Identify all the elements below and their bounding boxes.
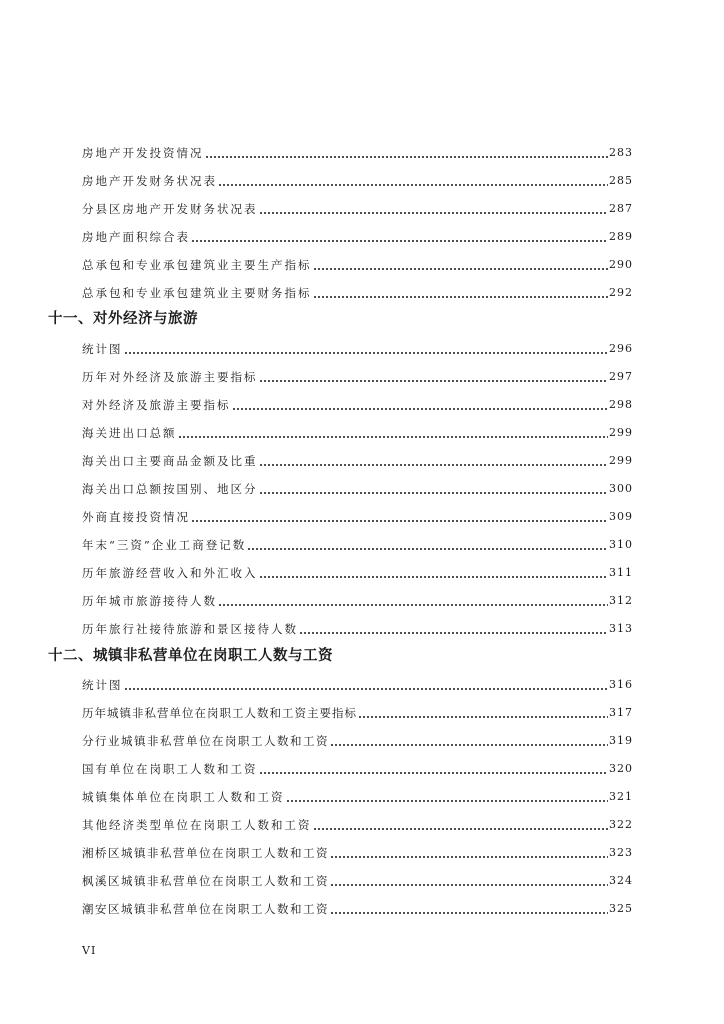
toc-entry <box>82 812 633 832</box>
toc-entry-title: 分县区房地产开发财务状况表 <box>82 202 258 216</box>
toc-entry-title: 历年旅游经营收入和外汇收入 <box>82 566 258 580</box>
toc-entry <box>82 252 633 272</box>
toc-entry-title: 潮安区城镇非私营单位在岗职工人数和工资 <box>82 902 329 916</box>
toc-entry-title: 历年城镇非私营单位在岗职工人数和工资主要指标 <box>82 706 357 720</box>
dot-leader <box>218 604 608 606</box>
dot-leader <box>191 520 608 522</box>
toc-entry-page: 290 <box>609 258 633 271</box>
toc-entry-title: 外商直接投资情况 <box>82 510 190 524</box>
toc-entry <box>82 588 633 608</box>
toc-entry-page: 323 <box>609 846 633 859</box>
toc-entry <box>82 784 633 804</box>
dot-leader <box>191 240 608 242</box>
toc-entry-title: 对外经济及旅游主要指标 <box>82 398 231 412</box>
dot-leader <box>330 912 608 914</box>
toc-entry-title: 年末“三资”企业工商登记数 <box>82 538 247 552</box>
toc-entry-title: 国有单位在岗职工人数和工资 <box>82 762 258 776</box>
toc-entry-title: 统计图 <box>82 342 123 356</box>
page-folio: VI <box>82 944 97 957</box>
dot-leader <box>259 212 609 214</box>
dot-leader <box>124 352 609 354</box>
toc-entry <box>82 448 633 468</box>
toc-entry-page: 310 <box>609 538 633 551</box>
toc-entry <box>82 896 633 916</box>
dot-leader <box>259 464 609 466</box>
toc-entry <box>82 476 633 496</box>
toc-entry-page: 321 <box>609 790 633 803</box>
toc-entry <box>82 364 633 384</box>
toc-entry <box>82 672 633 692</box>
toc-entry-page: 300 <box>609 482 633 495</box>
dot-leader <box>313 268 609 270</box>
toc-entry-page: 320 <box>609 762 633 775</box>
toc-entry-page: 316 <box>609 678 633 691</box>
toc-entry <box>82 756 633 776</box>
toc-entry-title: 其他经济类型单位在岗职工人数和工资 <box>82 818 312 832</box>
toc-entry-page: 285 <box>609 174 633 187</box>
toc-entry-title: 房地产开发财务状况表 <box>82 174 217 188</box>
toc-entry-title: 枫溪区城镇非私营单位在岗职工人数和工资 <box>82 874 329 888</box>
toc-entry <box>82 504 633 524</box>
toc-entry <box>82 532 633 552</box>
toc-entry <box>82 616 633 636</box>
toc-entry-page: 283 <box>609 146 633 159</box>
dot-leader <box>313 828 609 830</box>
dot-leader <box>299 632 608 634</box>
toc-entry-page: 287 <box>609 202 633 215</box>
toc-entry-title: 历年旅行社接待旅游和景区接待人数 <box>82 622 298 636</box>
toc-entry-page: 311 <box>609 566 633 579</box>
dot-leader <box>330 744 608 746</box>
toc-entry <box>82 392 633 412</box>
toc-entry-title: 房地产开发投资情况 <box>82 146 204 160</box>
toc-entry <box>82 420 633 440</box>
toc-entry-title: 总承包和专业承包建筑业主要财务指标 <box>82 286 312 300</box>
toc-entry-title: 海关出口总额按国别、地区分 <box>82 482 258 496</box>
toc-entry-page: 325 <box>609 902 633 915</box>
dot-leader <box>330 856 608 858</box>
dot-leader <box>330 884 608 886</box>
dot-leader <box>218 184 608 186</box>
toc-entry-page: 322 <box>609 818 633 831</box>
dot-leader <box>286 800 609 802</box>
toc-entry-title: 海关进出口总额 <box>82 426 177 440</box>
toc-entry-page: 317 <box>609 706 633 719</box>
dot-leader <box>313 296 609 298</box>
toc-entry-page: 298 <box>609 398 633 411</box>
dot-leader <box>205 156 609 158</box>
toc-entry-title: 海关出口主要商品金额及比重 <box>82 454 258 468</box>
toc-entry-page: 324 <box>609 874 633 887</box>
toc-entry <box>82 196 633 216</box>
toc-entry-title: 历年城市旅游接待人数 <box>82 594 217 608</box>
toc-entry <box>82 224 633 244</box>
toc-entry-page: 289 <box>609 230 633 243</box>
dot-leader <box>358 716 608 718</box>
toc-entry <box>82 560 633 580</box>
toc-entry-page: 296 <box>609 342 633 355</box>
toc-entry-title: 房地产面积综合表 <box>82 230 190 244</box>
toc-entry-title: 总承包和专业承包建筑业主要生产指标 <box>82 258 312 272</box>
toc-entry <box>82 868 633 888</box>
toc-entry-page: 313 <box>609 622 633 635</box>
section-heading: 十二、城镇非私营单位在岗职工人数与工资 <box>48 648 333 664</box>
dot-leader <box>259 772 609 774</box>
toc-entry-page: 312 <box>609 594 633 607</box>
toc-entry-page: 299 <box>609 426 633 439</box>
toc-entry <box>82 700 633 720</box>
toc-entry-page: 299 <box>609 454 633 467</box>
toc-entry-title: 分行业城镇非私营单位在岗职工人数和工资 <box>82 734 329 748</box>
toc-entry-title: 历年对外经济及旅游主要指标 <box>82 370 258 384</box>
dot-leader <box>178 436 609 438</box>
toc-entry-title: 城镇集体单位在岗职工人数和工资 <box>82 790 285 804</box>
toc-entry <box>82 840 633 860</box>
dot-leader <box>232 408 609 410</box>
toc-entry <box>82 336 633 356</box>
dot-leader <box>124 688 609 690</box>
toc-entry <box>82 168 633 188</box>
toc-entry-page: 292 <box>609 286 633 299</box>
dot-leader <box>259 492 609 494</box>
toc-entry-title: 湘桥区城镇非私营单位在岗职工人数和工资 <box>82 846 329 860</box>
dot-leader <box>259 380 609 382</box>
toc-entry-page: 297 <box>609 370 633 383</box>
toc-entry-page: 309 <box>609 510 633 523</box>
toc-entry-title: 统计图 <box>82 678 123 692</box>
dot-leader <box>247 548 608 550</box>
section-heading: 十一、对外经济与旅游 <box>48 311 198 327</box>
toc-entry <box>82 728 633 748</box>
dot-leader <box>259 576 609 578</box>
toc-entry <box>82 140 633 160</box>
toc-entry <box>82 280 633 300</box>
toc-entry-page: 319 <box>609 734 633 747</box>
